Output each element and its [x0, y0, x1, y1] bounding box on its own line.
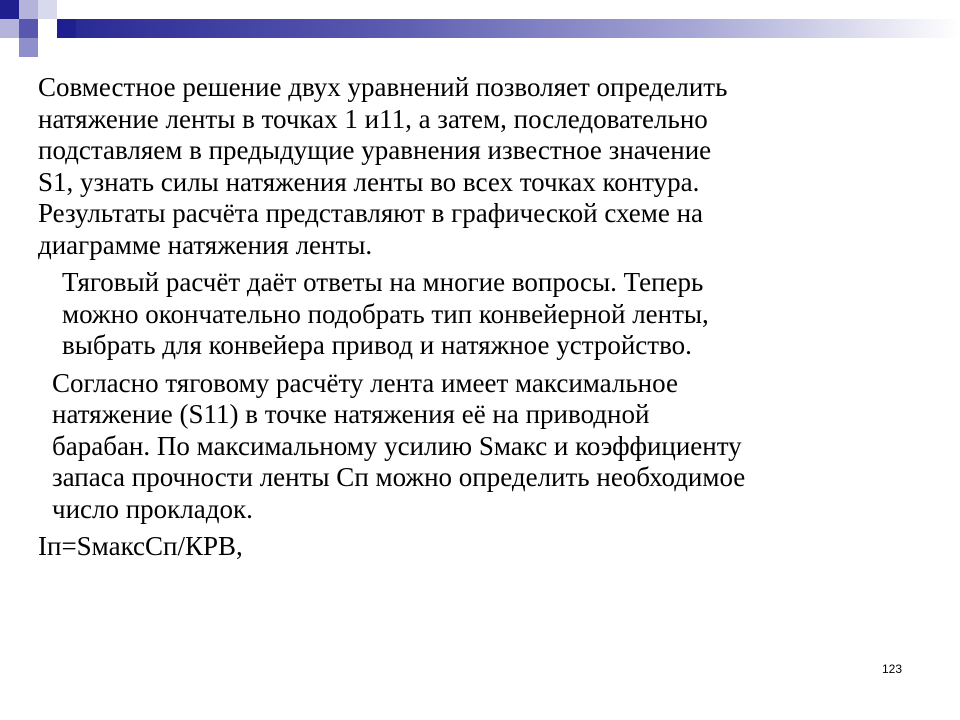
text-line: S1, узнать силы натяжения ленты во всех точках контура. — [38, 166, 700, 197]
decor-square — [19, 38, 38, 57]
decor-square — [38, 19, 57, 38]
decor-square — [19, 19, 38, 38]
decor-square — [0, 19, 19, 38]
text-line: натяжение (S11) в точке натяжения её на приводной — [52, 399, 650, 429]
text-line: подставляем в предыдущие уравнения известное значение — [38, 135, 712, 165]
text-line: Тяговый расчёт даёт ответы на многие вопросы. Теперь — [62, 267, 704, 297]
text-line: Результаты расчёта представляют в графической схеме на — [38, 198, 704, 228]
text-line: число прокладок. — [52, 493, 253, 524]
decor-square — [38, 0, 57, 19]
text-line: выбрать для конвейера привод и натяжное устройство. — [62, 330, 692, 360]
text-line: диаграмме натяжения ленты. — [38, 229, 373, 260]
decor-square — [19, 0, 38, 19]
paragraph-1 — [38, 72, 918, 261]
formula-line: Iп=SмаксСп/КРВ, — [38, 531, 243, 561]
decor-square — [0, 0, 19, 19]
text-line: Согласно тяговому расчёту лента имеет максимальное — [52, 367, 678, 398]
text-line: можно окончательно подобрать тип конвейерной ленты, — [62, 298, 709, 329]
paragraph-2 — [38, 267, 918, 362]
text-line: барабан. По максимальному усилию Sмакс и коэффициенту — [52, 430, 742, 461]
slide-body — [38, 72, 918, 569]
header-gradient-band — [76, 19, 960, 38]
header-decoration — [0, 0, 960, 70]
paragraph-3 — [38, 368, 918, 526]
formula — [38, 531, 918, 563]
text-line: натяжение ленты в точках 1 и11, а затем, последовательно — [38, 103, 708, 134]
text-line: Совместное решение двух уравнений позволяет определить — [38, 72, 728, 102]
text-line: запаса прочности ленты Сп можно определить необходимое — [52, 462, 746, 492]
page-number: 123 — [881, 662, 902, 676]
decor-square — [57, 19, 76, 38]
